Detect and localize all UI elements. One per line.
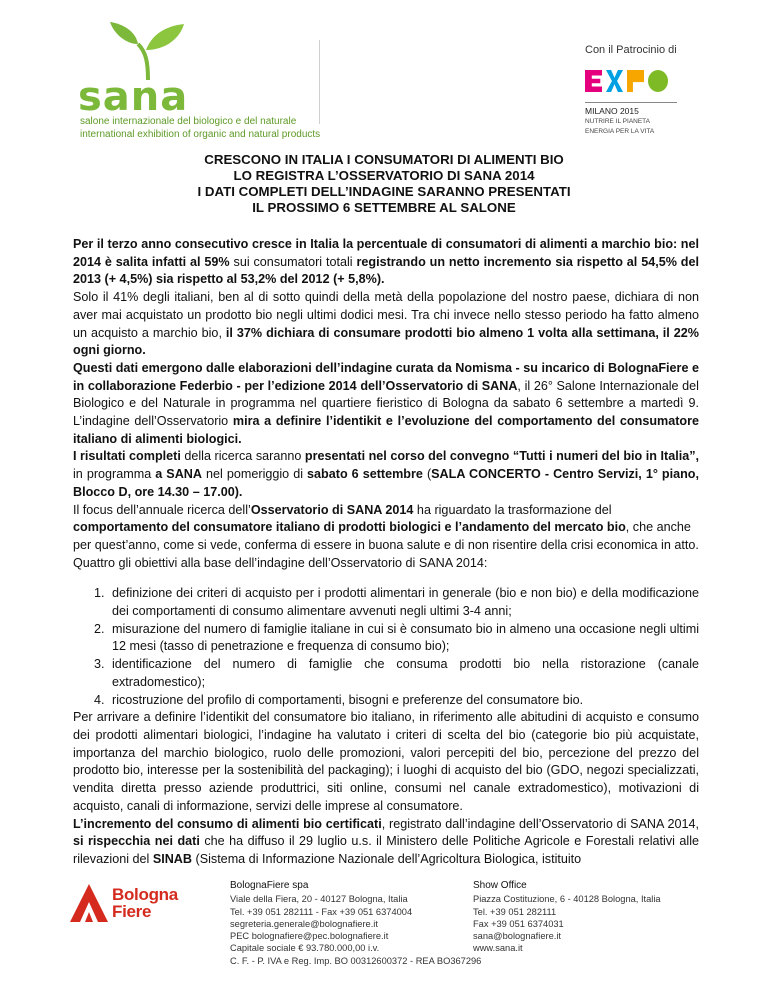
list-item: 3. identificazione del numero di famiglie che consuma prodotti bio nella ristorazione (canale extradomestico); xyxy=(108,656,699,691)
pec-line: PEC bolognafiere@pec.bolognafiere.it xyxy=(230,931,389,942)
text: Il focus dell’annuale ricerca dell’ xyxy=(73,502,251,517)
website-line: www.sana.it xyxy=(473,943,523,954)
objectives-list xyxy=(73,585,699,709)
company-name: BolognaFiere spa xyxy=(230,880,309,891)
expo-wordmark xyxy=(585,70,735,94)
bold-text: L’incremento del consumo di alimenti bio certificati xyxy=(73,816,382,831)
show-office-address xyxy=(473,880,661,955)
logo-line: Fiere xyxy=(112,902,152,921)
capital-line: Capitale sociale € 93.780.000,00 i.v. xyxy=(230,943,380,954)
bold-text: Questi dati emergono dalle elaborazioni dell’indagine curata da Nomisma - su incarico di BolognaFiere e in collaborazione Federbio - per l’edizione 2014 dell’Osservatorio di SANA xyxy=(73,360,699,393)
expo-letter-p xyxy=(627,70,644,92)
header-divider xyxy=(319,40,320,124)
title-line: I DATI COMPLETI DELL’INDAGINE SARANNO PRESENTATI xyxy=(197,184,571,199)
text: che ha diffuso il 29 luglio u.s. il Ministero delle Politiche Agricole e Forestali relativi alle rilevazioni del xyxy=(73,834,699,866)
sana-wordmark: sana xyxy=(78,74,189,120)
bold-text: registrando un netto incremento sia rispetto al 54,5% del 2013 (+ 4,5%) sia rispetto al 53,2% del 2012 (+ 5,8%). xyxy=(73,254,699,287)
expo-letter-o xyxy=(648,70,668,92)
patronage-label: Con il Patrocinio di xyxy=(585,44,677,56)
title-line: IL PROSSIMO 6 SETTEMBRE AL SALONE xyxy=(252,200,516,215)
bold-text: il 37% dichiara di consumare prodotti bio almeno 1 volta alla settimana, il 22% ogni giorno. xyxy=(73,325,699,358)
text: , registrato dall’indagine dell’Osservatorio di SANA 2014, xyxy=(381,816,699,831)
bold-text: SALA CONCERTO - Centro Servizi, 1° piano, Blocco D, ore 14.30 – 17.00). xyxy=(73,467,699,499)
title-line: LO REGISTRA L’OSSERVATORIO DI SANA 2014 xyxy=(233,168,535,183)
list-item: 4. ricostruzione del profilo di comportamenti, bisogni e preferenze del consumatore bio. xyxy=(108,692,699,710)
paragraph xyxy=(73,289,699,360)
expo-city: MILANO 2015 xyxy=(585,102,677,116)
fax-line: Fax +39 051 6374031 xyxy=(473,918,564,929)
bolognafiere-logo xyxy=(70,884,190,934)
phone-line: Tel. +39 051 282111 xyxy=(473,906,557,917)
bold-text: I risultati completi xyxy=(73,449,181,464)
text: ha riguardato la trasformazione del xyxy=(413,502,612,517)
bold-text: sabato 6 settembre xyxy=(307,467,423,482)
paragraph xyxy=(73,816,699,869)
bold-text: mira a definire l’identikit e l’evoluzione del comportamento del consumatore italiano di alimenti biologici. xyxy=(73,414,700,446)
text: , il 26° Salone Internazionale del Biologico e del Naturale in programma nel quartiere fieristico di Bologna da sabato 6 settembre a martedì 9. L’indagine dell’Osservatorio xyxy=(73,378,699,429)
letterhead-footer xyxy=(0,876,768,994)
address-line: Viale della Fiera, 20 - 40127 Bologna, Italia xyxy=(230,894,408,905)
press-release-title xyxy=(0,152,768,216)
paragraph xyxy=(73,236,699,289)
text: sui consumatori totali xyxy=(229,254,357,269)
bold-text: Osservatorio di SANA 2014 xyxy=(250,502,414,517)
sana-logo xyxy=(78,22,321,140)
expo-tagline-1: NUTRIRE IL PIANETA xyxy=(585,118,651,125)
address-line: Piazza Costituzione, 6 - 40128 Bologna, Italia xyxy=(473,894,661,905)
text: nel pomeriggio di xyxy=(202,467,308,482)
sprout-icon xyxy=(108,22,188,82)
paragraph xyxy=(73,502,699,573)
text: della ricerca saranno xyxy=(180,449,305,464)
text: ( xyxy=(422,467,432,482)
expo-tagline-2: ENERGIA PER LA VITA xyxy=(585,128,655,135)
bold-text: SINAB xyxy=(152,851,192,866)
address-line: Tel. +39 051 282111 - Fax +39 051 6374004 xyxy=(230,906,413,917)
expo-letter-e xyxy=(585,70,602,92)
list-item: 2. misurazione del numero di famiglie italiane in cui si è consumato bio in almeno una occasione negli ultimi 12 mesi (tasso di penetrazione e frequenza di consumo bio); xyxy=(108,621,699,656)
company-address xyxy=(230,880,481,967)
paragraph: Per arrivare a definire l’identikit del consumatore bio italiano, in riferimento alle abitudini di acquisto e consumo dei prodotti alimentari biologici, l’indagine ha valutato i criteri di scelta del bio (categorie bio più acquistate, importanza del marchio biologico, ruolo delle promozioni, valori percepiti del bio, percezione del prezzo del prodotto bio, interesse per la sostenibilità del packaging); i luoghi di acquisto del bio (GDO, negozi specializzati, vendita diretta presso aziende produttrici, siti online, consumi nel canale extradomestico), motivazioni di acquisto, canali di informazione, servizi delle imprese al consumatore. xyxy=(73,710,699,813)
bolognafiere-mark-icon xyxy=(70,884,108,922)
text: in programma xyxy=(73,467,156,482)
bold-text: si rispecchia nei dati xyxy=(73,834,200,849)
letterhead xyxy=(0,0,768,140)
logo-line: Bologna xyxy=(112,885,178,904)
bold-text: Per il terzo anno consecutivo cresce in Italia la percentuale di consumatori di alimenti a marchio bio: nel 2014 è salita infatti al 59% xyxy=(73,237,699,269)
paragraph xyxy=(73,448,699,501)
title-line: CRESCONO IN ITALIA I CONSUMATORI DI ALIMENTI BIO xyxy=(204,152,564,167)
registration-line: C. F. - P. IVA e Reg. Imp. BO 00312600372 - REA BO367296 xyxy=(230,955,482,966)
text: (Sistema di Informazione Nazionale dell’Agricoltura Biologica, istituito xyxy=(192,851,582,866)
paragraph xyxy=(73,360,699,449)
bold-text: presentati nel corso del convegno “Tutti i numeri del bio in Italia”, xyxy=(304,449,699,464)
bold-text: a SANA xyxy=(155,467,202,482)
bold-text: comportamento del consumatore italiano di prodotti biologici e l’andamento del mercato bio xyxy=(73,520,626,535)
office-name: Show Office xyxy=(473,880,527,891)
text: Solo il 41% degli italiani, ben al di sotto quindi della metà della popolazione del nostro paese, dichiara di non aver mai acquistato un prodotto bio negli ultimi dodici mesi. Tra chi invece nello stesso periodo ha fatto almeno un acquisto a marchio bio, xyxy=(73,290,699,340)
press-release-body xyxy=(73,236,699,869)
email-line: segreteria.generale@bolognafiere.it xyxy=(230,918,378,929)
bolognafiere-wordmark xyxy=(112,886,178,920)
list-item: 1. definizione dei criteri di acquisto per i prodotti alimentari in generale (bio e non bio) e della modificazione dei comportamenti di consumo alimentare avvenuti negli ultimi 3-4 anni; xyxy=(108,585,699,620)
expo-logo xyxy=(585,44,735,136)
text: , che anche per quest’anno, come si vede, conferma di essere in buona salute e di non risentire della crisi economica in atto. Quattro gli obiettivi alla base dell’indagine dell’Osservatorio di SANA 2014: xyxy=(73,520,699,570)
email-line: sana@bolognafiere.it xyxy=(473,931,562,942)
sana-tagline-it: salone internazionale del biologico e del naturale xyxy=(80,116,297,127)
expo-letter-x xyxy=(606,70,623,92)
sana-tagline-en: international exhibition of organic and natural products xyxy=(80,129,321,140)
